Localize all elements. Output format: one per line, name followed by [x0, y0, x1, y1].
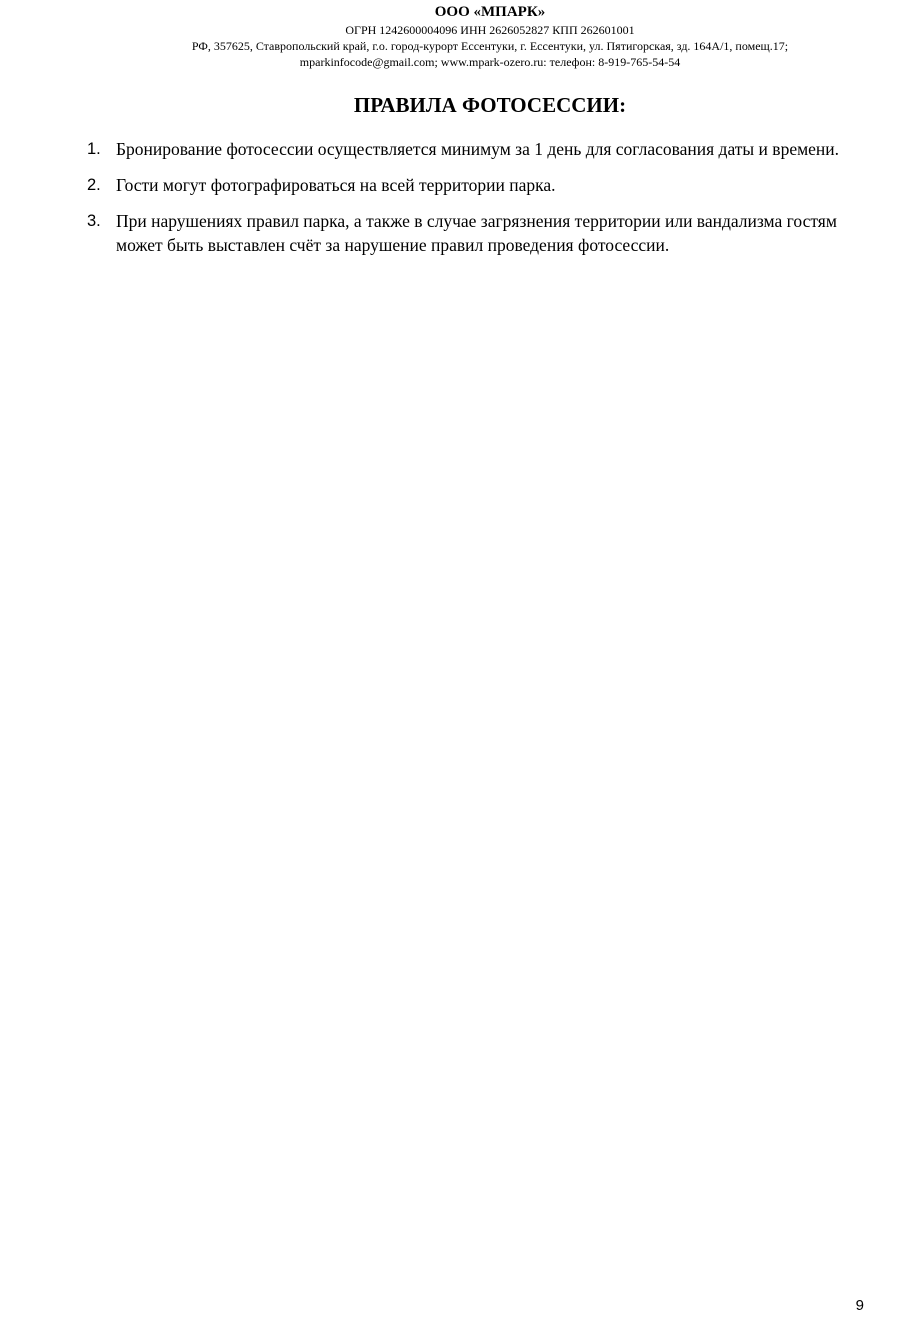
rule-item — [84, 137, 860, 161]
registration-details: ОГРН 1242600004096 ИНН 2626052827 КПП 262601001 — [345, 23, 635, 37]
rule-number: 3. — [87, 212, 101, 230]
rule-text: Бронирование фотосессии осуществляется минимум за 1 день для согласования даты и времени. — [116, 139, 840, 159]
rule-item — [84, 173, 860, 197]
rule-number: 1. — [87, 140, 101, 158]
page-title: ПРАВИЛА ФОТОСЕССИИ: — [353, 93, 627, 117]
rule-text: При нарушениях правил парка, а также в случае загрязнения территории или вандализма гостям может быть выставлен счёт за нарушение правил проведения фотосессии. — [116, 211, 837, 255]
company-contacts: mparkinfocode@gmail.com; www.mpark-ozero.ru: телефон: 8-919-765-54-54 — [299, 55, 681, 69]
rule-item — [84, 209, 860, 257]
company-address: РФ, 357625, Ставропольский край, г.о. город-курорт Ессентуки, г. Ессентуки, ул. Пятигорская, зд. 164А/1, помещ.17; — [191, 39, 789, 53]
rules-list — [84, 137, 860, 269]
page-number: 9 — [855, 1297, 864, 1314]
rule-number: 2. — [87, 176, 101, 194]
company-name: ООО «МПАРК» — [434, 4, 546, 20]
rule-text: Гости могут фотографироваться на всей территории парка. — [116, 175, 556, 195]
